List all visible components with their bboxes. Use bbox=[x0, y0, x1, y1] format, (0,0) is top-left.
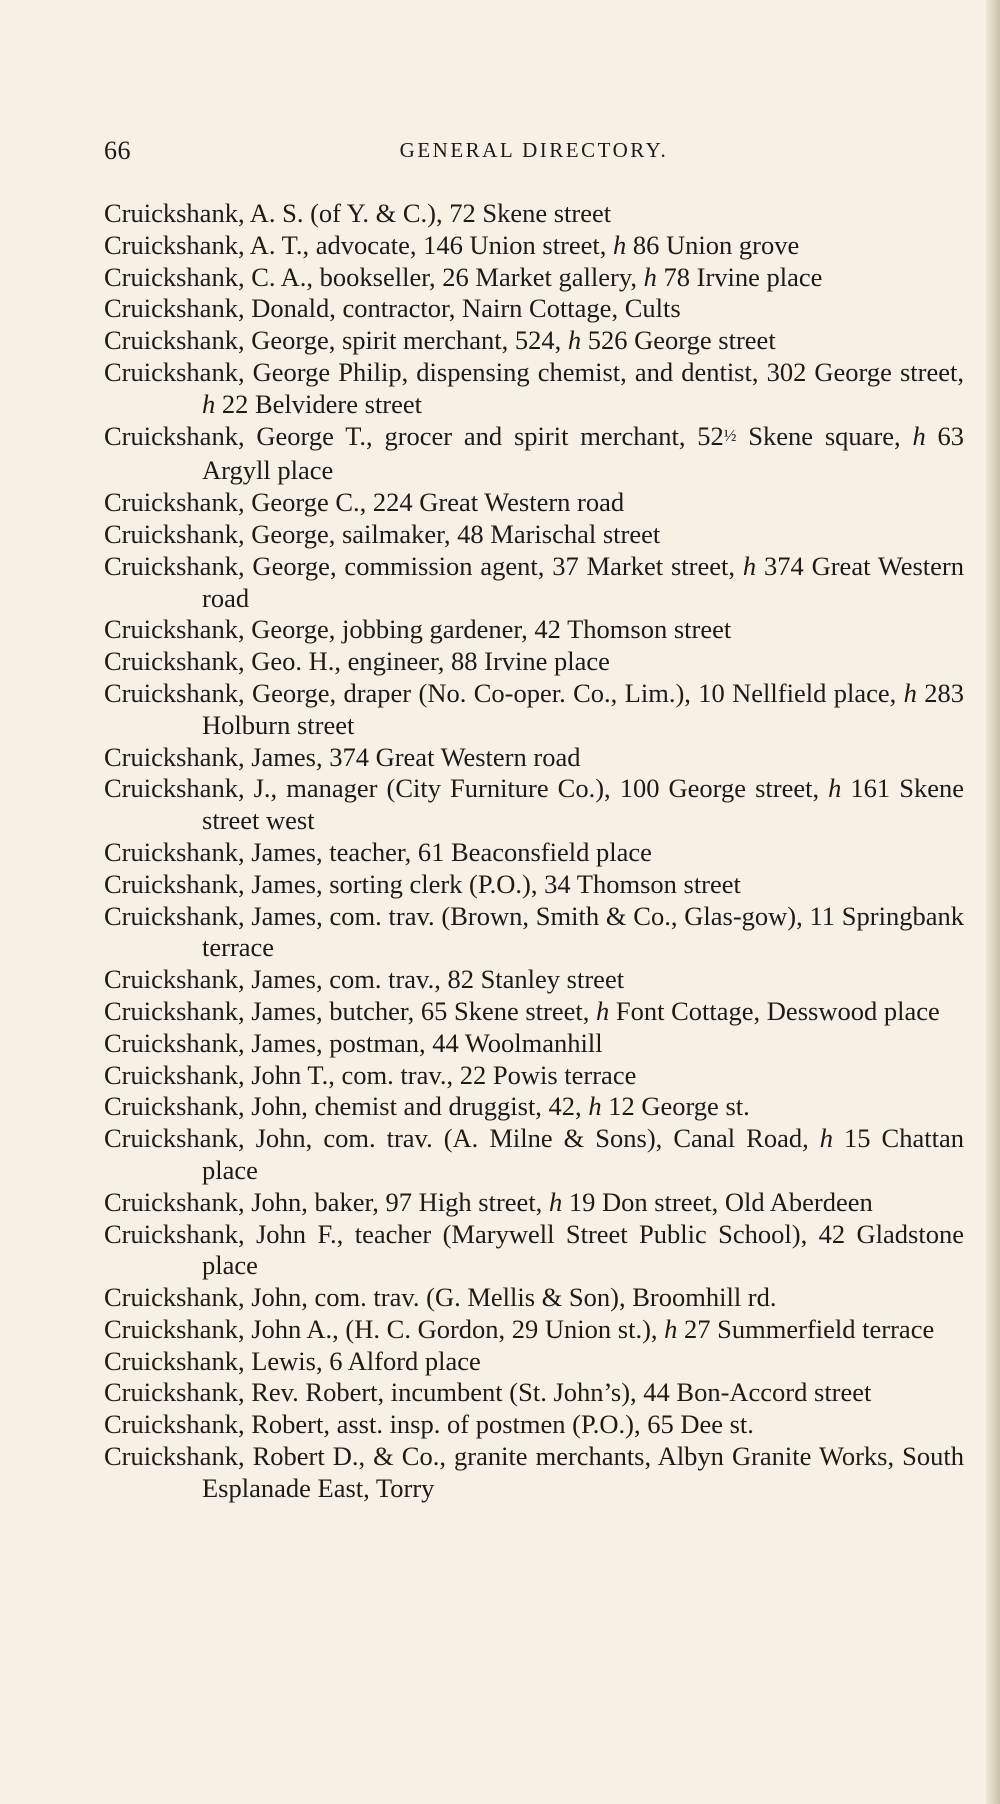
entry-text: Skene square, bbox=[736, 420, 913, 451]
entry-text: Cruickshank, George, spirit merchant, 524, bbox=[104, 325, 568, 356]
entry-text: Cruickshank, Rev. Robert, incumbent (St. John’s), 44 Bon-Accord street bbox=[104, 1377, 872, 1408]
entry-text: Cruickshank, James, 374 Great Western road bbox=[104, 741, 581, 772]
running-head: GENERAL DIRECTORY. bbox=[399, 138, 669, 162]
directory-entry bbox=[104, 678, 964, 742]
directory-entry bbox=[104, 487, 964, 519]
home-address-marker: h bbox=[613, 229, 627, 260]
home-address-marker: h bbox=[828, 773, 842, 804]
directory-entry bbox=[104, 551, 964, 615]
entry-text: 63 Argyll place bbox=[202, 420, 964, 486]
entry-text: Cruickshank, George, sailmaker, 48 Marischal street bbox=[104, 518, 661, 549]
directory-entry bbox=[104, 519, 964, 551]
entry-text: 19 Don street, Old Aberdeen bbox=[562, 1186, 873, 1217]
entry-text: Cruickshank, John, chemist and druggist, 42, bbox=[104, 1091, 589, 1122]
directory-entry bbox=[104, 1123, 964, 1187]
directory-entry bbox=[104, 964, 964, 996]
entry-text: Cruickshank, John T., com. trav., 22 Powis terrace bbox=[104, 1059, 637, 1090]
page-header bbox=[104, 136, 964, 176]
entry-text: Cruickshank, George, commission agent, 37 Market street, bbox=[104, 550, 743, 581]
directory-entry bbox=[104, 1028, 964, 1060]
directory-entry bbox=[104, 1409, 964, 1441]
directory-entry bbox=[104, 262, 964, 294]
directory-entry bbox=[104, 646, 964, 678]
page-edge bbox=[986, 0, 1000, 1804]
directory-entries bbox=[104, 198, 964, 1505]
entry-text: Cruickshank, J., manager (City Furniture Co.), 100 George street, bbox=[104, 773, 829, 804]
directory-entry bbox=[104, 1091, 964, 1123]
entry-text: Cruickshank, A. S. (of Y. & C.), 72 Skene street bbox=[104, 198, 612, 228]
entry-text: 12 George st. bbox=[601, 1091, 750, 1122]
entry-text: 78 Irvine place bbox=[656, 261, 823, 292]
directory-entry bbox=[104, 742, 964, 774]
home-address-marker: h bbox=[664, 1313, 678, 1344]
entry-text: 15 Chattan place bbox=[202, 1123, 964, 1185]
entry-text: Cruickshank, Robert, asst. insp. of postmen (P.O.), 65 Dee st. bbox=[104, 1409, 754, 1440]
entry-text: 161 Skene street west bbox=[202, 773, 964, 836]
entry-text: 283 Holburn street bbox=[202, 677, 965, 740]
entry-text: Cruickshank, George C., 224 Great Western road bbox=[104, 487, 625, 518]
directory-entry bbox=[104, 773, 964, 837]
directory-entry bbox=[104, 614, 964, 646]
directory-entry bbox=[104, 1060, 964, 1092]
entry-text: 374 Great Western road bbox=[202, 550, 964, 613]
home-address-marker: h bbox=[596, 995, 610, 1026]
directory-entry bbox=[104, 198, 964, 230]
entry-text: Cruickshank, A. T., advocate, 146 Union street, bbox=[104, 229, 614, 260]
directory-entry bbox=[104, 230, 964, 262]
home-address-marker: h bbox=[903, 677, 917, 708]
entry-text: 22 Belvidere street bbox=[215, 388, 423, 419]
directory-entry bbox=[104, 293, 964, 325]
entry-text: 86 Union grove bbox=[626, 229, 800, 260]
directory-entry bbox=[104, 869, 964, 901]
entry-text: Cruickshank, George, jobbing gardener, 42 Thomson street bbox=[104, 614, 732, 645]
directory-entry bbox=[104, 996, 964, 1028]
home-address-marker: h bbox=[548, 1186, 563, 1217]
entry-text: Cruickshank, George, draper (No. Co-oper. Co., Lim.), 10 Nellfield place, bbox=[104, 677, 904, 708]
entry-text: Cruickshank, Geo. H., engineer, 88 Irvine place bbox=[104, 646, 610, 677]
entry-text: Cruickshank, James, teacher, 61 Beaconsfield place bbox=[104, 836, 652, 867]
directory-entry bbox=[104, 1346, 964, 1378]
entry-text: Cruickshank, Lewis, 6 Alford place bbox=[104, 1345, 481, 1376]
home-address-marker: h bbox=[912, 420, 926, 451]
home-address-marker: h bbox=[819, 1123, 833, 1154]
entry-text: Cruickshank, James, com. trav., 82 Stanley street bbox=[104, 964, 625, 995]
entry-text: Cruickshank, Donald, contractor, Nairn Cottage, Cults bbox=[104, 293, 681, 324]
directory-entry bbox=[104, 1187, 964, 1219]
directory-entry bbox=[104, 1219, 964, 1283]
entry-text: Cruickshank, George T., grocer and spirit merchant, 52 bbox=[104, 420, 724, 451]
entry-text: Cruickshank, Robert D., & Co., granite merchants, Albyn Granite Works, South Esplanade East, Torry bbox=[104, 1441, 964, 1503]
entry-text: Cruickshank, James, com. trav. (Brown, Smith & Co., Glas-gow), 11 Springbank terrace bbox=[104, 900, 964, 963]
directory-entry bbox=[104, 1441, 964, 1505]
directory-entry bbox=[104, 357, 964, 421]
home-address-marker: h bbox=[643, 261, 657, 292]
entry-text: Cruickshank, C. A., bookseller, 26 Market gallery, bbox=[104, 261, 644, 292]
entry-text: Cruickshank, John, com. trav. (G. Mellis & Son), Broomhill rd. bbox=[104, 1282, 777, 1313]
entry-text: Cruickshank, John, baker, 97 High street, bbox=[104, 1186, 549, 1217]
directory-entry bbox=[104, 325, 964, 357]
entry-text: Cruickshank, John, com. trav. (A. Milne & Sons), Canal Road, bbox=[104, 1123, 820, 1154]
directory-entry bbox=[104, 1314, 964, 1346]
home-address-marker: h bbox=[588, 1091, 602, 1122]
entry-text: Font Cottage, Desswood place bbox=[609, 995, 940, 1026]
entry-text: Cruickshank, George Philip, dispensing chemist, and dentist, 302 George street, bbox=[104, 356, 964, 387]
home-address-marker: h bbox=[742, 550, 757, 581]
directory-entry bbox=[104, 1282, 964, 1314]
entry-text: Cruickshank, James, postman, 44 Woolmanhill bbox=[104, 1027, 603, 1058]
entry-text: 27 Summerfield terrace bbox=[677, 1313, 935, 1344]
home-address-marker: h bbox=[567, 325, 582, 356]
home-address-marker: h bbox=[202, 388, 216, 419]
directory-entry bbox=[104, 421, 964, 488]
directory-entry bbox=[104, 1377, 964, 1409]
entry-text: Cruickshank, John F., teacher (Marywell Street Public School), 42 Gladstone place bbox=[104, 1218, 964, 1281]
entry-text: 526 George street bbox=[581, 325, 776, 356]
entry-text: Cruickshank, James, butcher, 65 Skene street, bbox=[104, 995, 597, 1026]
page-number: 66 bbox=[104, 136, 131, 165]
directory-entry bbox=[104, 901, 964, 965]
directory-entry bbox=[104, 837, 964, 869]
entry-text: Cruickshank, John A., (H. C. Gordon, 29 Union st.), bbox=[104, 1313, 665, 1344]
fraction-text: ½ bbox=[723, 425, 737, 445]
entry-text: Cruickshank, James, sorting clerk (P.O.), 34 Thomson street bbox=[104, 868, 741, 899]
